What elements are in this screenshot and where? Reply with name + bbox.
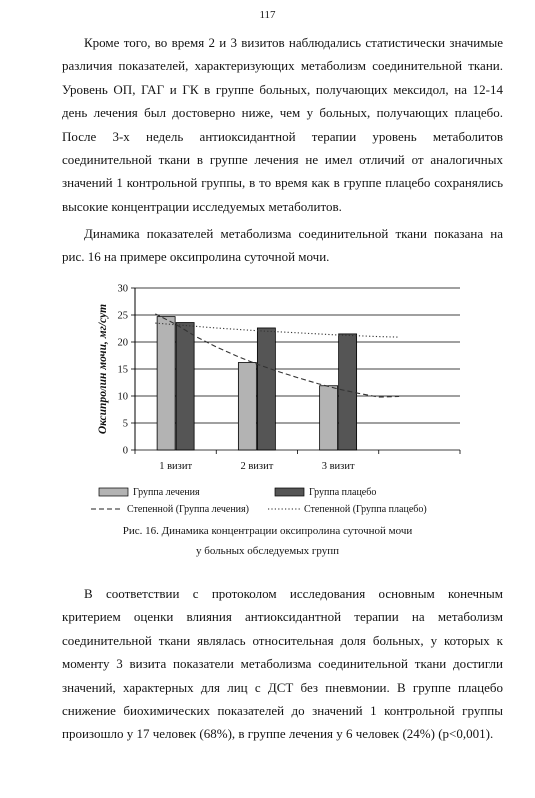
ytick-label-20: 20 — [117, 337, 128, 349]
y-axis-title: Оксипролин мочи, мг/сут — [97, 303, 109, 435]
paragraph-2 — [62, 222, 503, 269]
ytick-label-10: 10 — [117, 391, 128, 403]
bar-placebo-1 — [176, 323, 194, 450]
figure-16-chart — [85, 276, 470, 520]
legend-placebo-label: Группа плацебо — [309, 487, 377, 498]
page-number: 117 — [259, 9, 276, 21]
xtick-label-3: 3 визит — [321, 461, 355, 472]
ytick-label-0: 0 — [122, 445, 128, 457]
paragraph-3-text: В соответствии с протоколом исследования основным конечным критерием оценки влияния антиоксидантной терапии на метаболизм соединительной ткани являлась относительная доля больных, у которых к моменту 3 визита показатели метаболизма соединительной ткани достигли значений, характерных для лиц с ДСТ без пневмонии. В группе плацебо снижение биохимических показателей до значений 1 контрольной группы произошло у 17 человек (68%), в группе лечения у 6 человек (24%) (p<0,001). — [62, 586, 503, 742]
ytick-label-15: 15 — [117, 364, 128, 376]
paragraph-1-text: Кроме того, во время 2 и 3 визитов наблюдались статистически значимые различия показателей, характеризующих метаболизм соединительной ткани. Уровень ОП, ГАГ и ГК в группе больных, получающих мексидол, на 12-14 день лечения был достоверно ниже, чем у больных, получающих плацебо. После 3-х недель антиоксидантной терапии уровень метаболитов соединительной ткани в группе лечения не имел отличий от аналогичных значений 1 контрольной группы, в то время как в группе плацебо сохранялись высокие концентрации исследуемых метаболитов. — [62, 35, 503, 214]
legend-trend-treatment-label: Степенной (Группа лечения) — [127, 504, 249, 515]
xtick-label-2: 2 визит — [240, 461, 274, 472]
paragraph-1 — [62, 31, 503, 218]
bar-treatment-1 — [157, 317, 175, 450]
ytick-label-30: 30 — [117, 283, 128, 295]
figure-caption-line-2: у больных обследуемых групп — [195, 545, 340, 557]
bar-placebo-2 — [257, 328, 275, 450]
ytick-label-5: 5 — [122, 418, 128, 430]
legend-treatment-label: Группа лечения — [133, 487, 200, 498]
paragraph-3 — [62, 582, 503, 746]
legend-placebo-swatch — [275, 488, 304, 496]
chart-svg — [85, 276, 470, 520]
bar-placebo-3 — [339, 334, 357, 450]
paragraph-2-text: Динамика показателей метаболизма соединительной ткани показана на рис. 16 на примере оксипролина суточной мочи. — [62, 226, 503, 265]
ytick-label-25: 25 — [117, 310, 128, 322]
figure-caption-line-1: Рис. 16. Динамика концентрации оксипролина суточной мочи — [122, 525, 413, 537]
bar-treatment-3 — [320, 386, 338, 450]
legend-treatment-swatch — [99, 488, 128, 496]
xtick-label-1: 1 визит — [159, 461, 193, 472]
legend-trend-placebo-label: Степенной (Группа плацебо) — [304, 504, 427, 515]
bar-treatment-2 — [238, 363, 256, 450]
